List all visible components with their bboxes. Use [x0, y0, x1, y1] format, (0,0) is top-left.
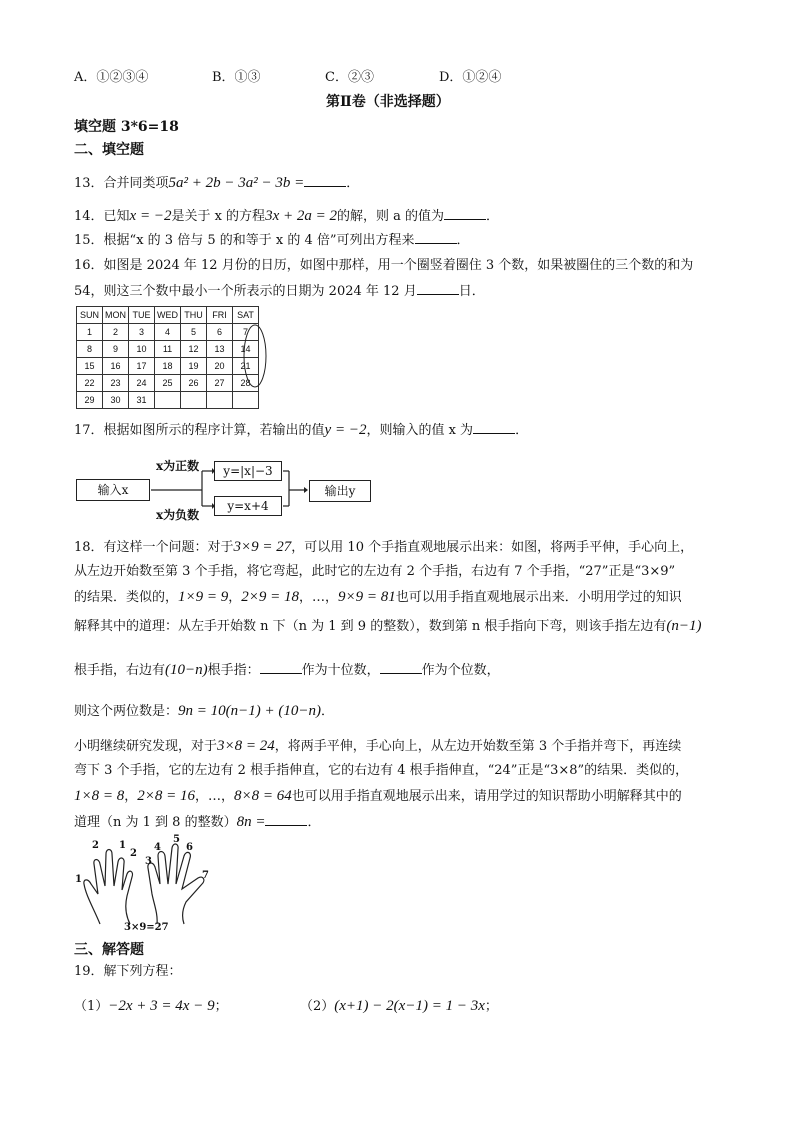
question-15: 15．根据“x 的 3 倍与 5 的和等于 x 的 4 倍”可列出方程来 ． — [74, 233, 470, 248]
calendar-cell: 9 — [103, 341, 129, 358]
finger-label: 1 — [75, 874, 82, 885]
question-13: 13．合并同类项5a² + 2b − 3a² − 3b = ． — [74, 175, 360, 191]
calendar-header: TUE — [129, 307, 155, 324]
calendar-cell: 7 — [233, 324, 259, 341]
option-b: B．①③ — [212, 70, 261, 85]
calendar-cell: 15 — [77, 358, 103, 375]
calendar-row — [77, 375, 259, 392]
calendar-cell: 24 — [129, 375, 155, 392]
q13-expression: 5a² + 2b − 3a² − 3b = — [168, 175, 305, 191]
flow-output-box: 输出y — [309, 480, 371, 502]
calendar-cell: 10 — [129, 341, 155, 358]
calendar-cell: 23 — [103, 375, 129, 392]
calendar-table — [76, 306, 259, 409]
hands-caption: 3×9=27 — [124, 922, 169, 933]
question-18-line9: 1×8 = 8，2×8 = 16，…，8×8 = 64也可以用手指直观地展示出来，请用学过的知识帮助小明解释其中的 — [74, 788, 682, 804]
calendar-header: THU — [181, 307, 207, 324]
question-17: 17．根据如图所示的程序计算，若输出的值y = −2，则输入的值 x 为 ． — [74, 422, 529, 438]
section3-heading: 三、解答题 — [74, 942, 144, 958]
finger-label: 7 — [202, 870, 209, 881]
flow-positive-label: x为正数 — [156, 459, 200, 473]
calendar-cell: 13 — [207, 341, 233, 358]
question-18-line2: 从左边开始数至第 3 个手指，将它弯起，此时它的左边有 2 个手指，右边有 7 个手指，“27”正是“3×9” — [74, 564, 676, 579]
circle-mark-oval — [240, 321, 270, 391]
calendar-cell: 30 — [103, 392, 129, 409]
option-c: C．②③ — [325, 70, 374, 85]
question-19-part1: （1）−2x + 3 = 4x − 9； — [74, 998, 228, 1014]
finger-label: 1 — [119, 840, 126, 851]
calendar-cell: 20 — [207, 358, 233, 375]
finger-label: 3 — [145, 856, 152, 867]
answer-blank[interactable] — [260, 661, 302, 674]
answer-blank[interactable] — [444, 207, 486, 220]
section2-heading: 二、填空题 — [74, 142, 144, 158]
flow-formula2-box: y=x+4 — [214, 496, 282, 516]
answer-blank[interactable] — [380, 661, 422, 674]
question-18-line6: 则这个两位数是：9n = 10(n−1) + (10−n)． — [74, 703, 334, 719]
finger-label: 4 — [154, 842, 161, 853]
question-16-line1: 16．如图是 2024 年 12 月份的日历，如图中那样，用一个圈竖着圈住 3 个数，如果被圈住的三个数的和为 — [74, 258, 694, 273]
calendar-cell: 1 — [77, 324, 103, 341]
calendar-header: SUN — [77, 307, 103, 324]
calendar-cell: 6 — [207, 324, 233, 341]
calendar-header: MON — [103, 307, 129, 324]
question-18-line3: 的结果．类似的，1×9 = 9，2×9 = 18，…，9×9 = 81也可以用手指直观地展示出来．小明用学过的知识 — [74, 589, 682, 605]
calendar-cell: 26 — [181, 375, 207, 392]
question-18-line10: 道理（n 为 1 到 8 的整数）8n = ． — [74, 814, 321, 830]
finger-label: 6 — [186, 842, 193, 853]
answer-blank[interactable] — [415, 231, 457, 244]
calendar-cell: 4 — [155, 324, 181, 341]
calendar-cell: 22 — [77, 375, 103, 392]
option-a: A．①②③④ — [74, 70, 149, 85]
fill-header: 填空题 3*6=18 — [74, 119, 179, 135]
calendar-cell: 2 — [103, 324, 129, 341]
calendar-cell: 29 — [77, 392, 103, 409]
question-16-line2: 54，则这三个数中最小一个所表示的日期为 2024 年 12 月 日． — [74, 284, 485, 299]
finger-label: 5 — [173, 834, 180, 845]
calendar-cell: 11 — [155, 341, 181, 358]
calendar-row — [77, 392, 259, 409]
answer-blank[interactable] — [304, 174, 346, 187]
hands-figure — [72, 834, 222, 934]
calendar-cell: 12 — [181, 341, 207, 358]
answer-blank[interactable] — [265, 813, 307, 826]
calendar-cell: 5 — [181, 324, 207, 341]
calendar-cell: 28 — [233, 375, 259, 392]
calendar-header: FRI — [207, 307, 233, 324]
calendar-cell — [207, 392, 233, 409]
calendar-cell — [155, 392, 181, 409]
calendar-row — [77, 324, 259, 341]
calendar-cell: 21 — [233, 358, 259, 375]
calendar-row — [77, 358, 259, 375]
question-19-title: 19．解下列方程： — [74, 964, 182, 979]
calendar-cell: 18 — [155, 358, 181, 375]
finger-label: 2 — [130, 848, 137, 859]
answer-blank[interactable] — [417, 282, 459, 295]
calendar-cell: 19 — [181, 358, 207, 375]
program-flowchart — [74, 455, 374, 525]
calendar-cell — [233, 392, 259, 409]
calendar-cell: 3 — [129, 324, 155, 341]
calendar-cell: 14 — [233, 341, 259, 358]
question-18-line4: 解释其中的道理：从左手开始数 n 下（n 为 1 到 9 的整数），数到第 n 根手指向下弯，则该手指左边有(n−1) — [74, 618, 702, 634]
calendar-header: WED — [155, 307, 181, 324]
flow-connectors — [74, 455, 374, 525]
finger-label: 2 — [92, 840, 99, 851]
question-18-line8: 弯下 3 个手指，它的左边有 2 根手指伸直，它的右边有 4 根手指伸直，“24”正是“3×8”的结果．类似的， — [74, 763, 689, 778]
calendar-header-row — [77, 307, 259, 324]
answer-blank[interactable] — [473, 421, 515, 434]
calendar-header: SAT — [233, 307, 259, 324]
question-18-line5: 根手指，右边有(10−n)根手指： 作为十位数， 作为个位数， — [74, 662, 500, 678]
question-18-line7: 小明继续研究发现，对于3×8 = 24，将两手平伸，手心向上，从左边开始数至第 3 个手指并弯下，再连续 — [74, 738, 682, 754]
question-18-line1: 18．有这样一个问题：对于3×9 = 27，可以用 10 个手指直观地展示出来：如图，将两手平伸，手心向上， — [74, 539, 694, 555]
option-d: D．①②④ — [439, 70, 502, 85]
calendar-cell — [181, 392, 207, 409]
calendar-row — [77, 341, 259, 358]
flow-input-box: 输入x — [76, 479, 150, 501]
calendar-cell: 25 — [155, 375, 181, 392]
question-19-part2: （2）(x+1) − 2(x−1) = 1 − 3x； — [300, 998, 498, 1014]
calendar-cell: 17 — [129, 358, 155, 375]
calendar-cell: 31 — [129, 392, 155, 409]
calendar-cell: 8 — [77, 341, 103, 358]
part2-title: 第Ⅱ卷（非选择题） — [326, 94, 450, 110]
calendar-cell: 27 — [207, 375, 233, 392]
calendar-figure — [76, 306, 259, 409]
flow-negative-label: x为负数 — [156, 508, 200, 522]
calendar-cell: 16 — [103, 358, 129, 375]
flow-formula1-box: y=|x|−3 — [214, 461, 282, 481]
question-14: 14．已知x = −2是关于 x 的方程3x + 2a = 2的解，则 a 的值为 ． — [74, 208, 499, 224]
